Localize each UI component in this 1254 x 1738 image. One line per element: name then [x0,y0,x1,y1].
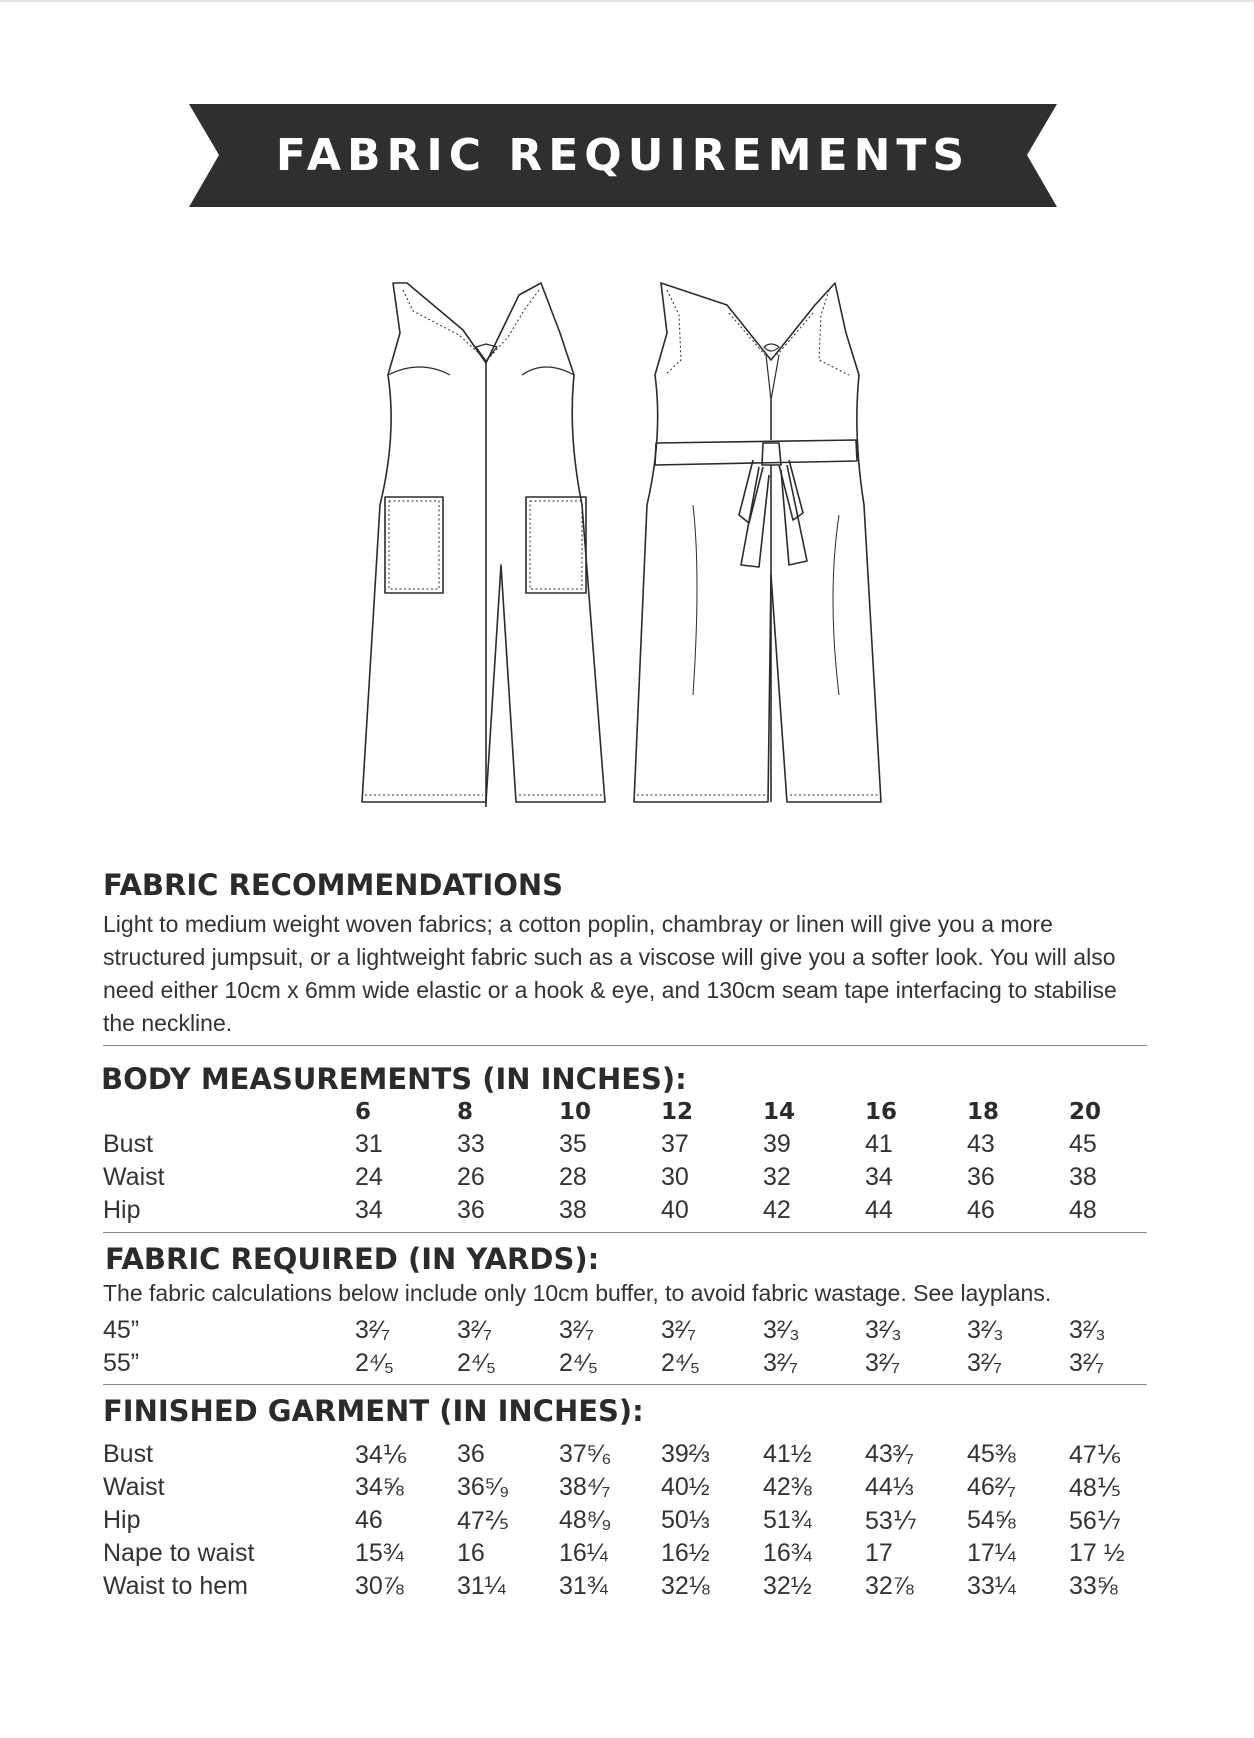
table-cell: 46²⁄₇ [967,1473,1016,1501]
table-cell: 31 [355,1130,383,1158]
table-cell: 41½ [763,1440,812,1468]
table-cell: 34 [355,1196,383,1224]
table-row [103,1438,1171,1471]
table-cell: 39⅔ [661,1440,710,1468]
table-cell: 3²⁄₇ [457,1316,492,1344]
table-cell: 24 [355,1163,383,1191]
table-cell: 32⅛ [661,1572,710,1600]
row-label: Waist [103,1163,165,1191]
table-cell: 28 [559,1163,587,1191]
size-header-row [103,1095,1171,1128]
finished-garment-heading: FINISHED GARMENT (IN INCHES): [103,1394,644,1428]
table-cell: 3²⁄₃ [1069,1316,1106,1344]
table-cell: 36 [457,1440,485,1468]
table-cell: 2⁴⁄₅ [559,1349,598,1377]
fabric-recommendations-heading: FABRIC RECOMMENDATIONS [103,868,564,902]
table-row [103,1537,1171,1570]
table-row [103,1194,1171,1227]
table-cell: 2⁴⁄₅ [457,1349,496,1377]
size-header: 12 [661,1098,694,1125]
table-cell: 42 [763,1196,791,1224]
table-cell: 3²⁄₇ [1069,1349,1104,1377]
table-cell: 37⁵⁄₆ [559,1440,612,1468]
table-cell: 48⁸⁄₉ [559,1506,612,1534]
table-cell: 56⅐ [1069,1506,1122,1535]
table-cell: 37 [661,1130,689,1158]
row-label: Waist [103,1473,165,1501]
size-header-blank [103,1095,355,1128]
row-label: 45” [103,1316,140,1344]
table-cell: 16½ [661,1539,710,1567]
jumpsuit-illustrations [355,275,895,807]
table-cell: 3²⁄₇ [355,1316,390,1344]
size-header: 16 [865,1098,898,1125]
table-row [103,1504,1171,1537]
table-cell: 34⅙ [355,1440,408,1469]
table-cell: 32½ [763,1572,812,1600]
table-cell: 31¾ [559,1572,608,1600]
table-cell: 16 [457,1539,485,1567]
table-cell: 2⁴⁄₅ [355,1349,394,1377]
table-cell: 36 [457,1196,485,1224]
row-label: Hip [103,1506,141,1534]
table-cell: 36 [967,1163,995,1191]
table-cell: 15¾ [355,1539,404,1567]
table-cell: 38 [1069,1163,1097,1191]
table-cell: 17 [865,1539,893,1567]
table-cell: 33 [457,1130,485,1158]
size-header: 20 [1069,1098,1102,1125]
table-row [103,1471,1171,1504]
table-cell: 3²⁄₇ [661,1316,696,1344]
table-cell: 34 [865,1163,893,1191]
table-cell: 3²⁄₃ [967,1316,1004,1344]
table-cell: 16¾ [763,1539,812,1567]
table-cell: 31¼ [457,1572,506,1600]
table-cell: 30 [661,1163,689,1191]
table-cell: 54⅝ [967,1506,1016,1534]
table-cell: 45⅜ [967,1440,1016,1468]
table-cell: 3²⁄₇ [967,1349,1002,1377]
section-divider [103,1045,1147,1046]
table-cell: 48⅕ [1069,1473,1122,1502]
body-measurements-table [103,1095,1171,1227]
table-cell: 36⁵⁄₉ [457,1473,510,1501]
table-cell: 32 [763,1163,791,1191]
table-cell: 32⅞ [865,1572,914,1600]
table-row [103,1314,1171,1347]
table-cell: 50⅓ [661,1506,710,1534]
table-cell: 46 [355,1506,383,1534]
fabric-recommendations-text: Light to medium weight woven fabrics; a cotton poplin, chambray or linen will give you a more structured jumpsuit, or a lightweight fabric such as a viscose will give you a softer look. You will also need either 10cm x 6mm wide elastic or a hook & eye, and 130cm seam tape interfacing to stabilise the neckline. [103,911,1117,1036]
table-cell: 47⅖ [457,1506,510,1535]
table-cell: 39 [763,1130,791,1158]
banner-title: FABRIC REQUIREMENTS [275,130,971,181]
table-cell: 44⅓ [865,1473,914,1501]
table-cell: 16¼ [559,1539,608,1567]
jumpsuit-front-icon [362,283,605,807]
jumpsuit-back-icon [634,283,881,802]
finished-garment-table [103,1438,1171,1603]
table-cell: 17 ½ [1069,1539,1125,1567]
row-label: Bust [103,1130,154,1158]
table-row [103,1128,1171,1161]
table-cell: 3²⁄₇ [865,1349,900,1377]
body-measurements-heading: BODY MEASUREMENTS (IN INCHES): [101,1062,687,1096]
fabric-required-table [103,1314,1171,1380]
table-cell: 17¼ [967,1539,1016,1567]
section-divider [103,1232,1147,1233]
section-divider [103,1384,1147,1385]
table-cell: 51¾ [763,1506,812,1534]
table-cell: 45 [1069,1130,1097,1158]
table-cell: 40 [661,1196,689,1224]
table-cell: 3²⁄₃ [865,1316,902,1344]
table-cell: 3²⁄₃ [763,1316,800,1344]
row-label: Hip [103,1196,141,1224]
table-cell: 33¼ [967,1572,1016,1600]
size-header: 8 [457,1098,474,1125]
fabric-required-note: The fabric calculations below include only 10cm buffer, to avoid fabric wastage. See layplans. [103,1280,1052,1306]
size-header: 14 [763,1098,796,1125]
table-cell: 33⅝ [1069,1572,1118,1600]
table-row [103,1161,1171,1194]
row-label: 55” [103,1349,140,1377]
table-cell: 38 [559,1196,587,1224]
table-cell: 46 [967,1196,995,1224]
table-cell: 30⅞ [355,1572,404,1600]
table-cell: 40½ [661,1473,710,1501]
table-row [103,1347,1171,1380]
fabric-required-heading: FABRIC REQUIRED (IN YARDS): [105,1242,600,1276]
table-cell: 41 [865,1130,893,1158]
row-label: Nape to waist [103,1539,255,1567]
table-cell: 3²⁄₇ [559,1316,594,1344]
table-cell: 2⁴⁄₅ [661,1349,700,1377]
size-header: 18 [967,1098,1000,1125]
table-cell: 43³⁄₇ [865,1440,914,1468]
table-cell: 47⅙ [1069,1440,1122,1469]
table-row [103,1570,1171,1603]
table-cell: 35 [559,1130,587,1158]
table-cell: 44 [865,1196,893,1224]
table-cell: 38⁴⁄₇ [559,1473,611,1501]
size-header: 6 [355,1098,372,1125]
table-cell: 3²⁄₇ [763,1349,798,1377]
table-cell: 43 [967,1130,995,1158]
table-cell: 48 [1069,1196,1097,1224]
table-cell: 34⅝ [355,1473,404,1501]
top-border [0,0,1254,2]
row-label: Waist to hem [103,1572,248,1600]
table-cell: 42⅜ [763,1473,812,1501]
title-banner [189,104,1057,207]
size-header: 10 [559,1098,592,1125]
table-cell: 26 [457,1163,485,1191]
table-cell: 53⅐ [865,1506,918,1535]
row-label: Bust [103,1440,154,1468]
